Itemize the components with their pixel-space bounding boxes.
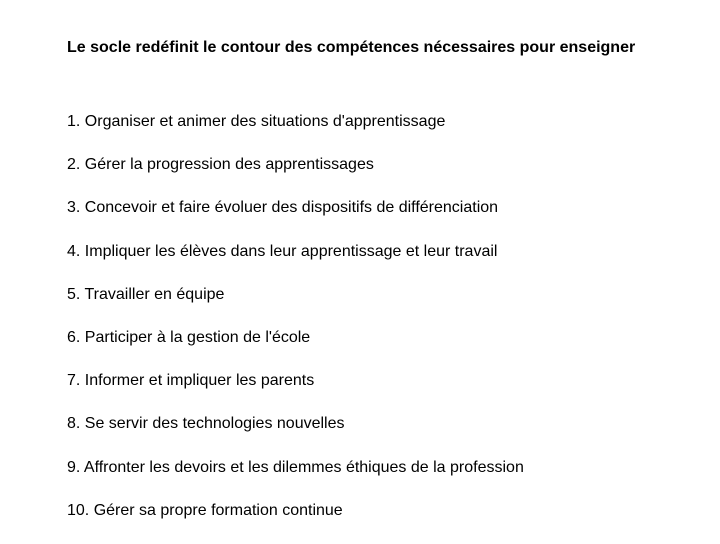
- competency-item-4: 4. Impliquer les élèves dans leur apprentissage et leur travail: [67, 242, 498, 260]
- competency-item-3: 3. Concevoir et faire évoluer des dispositifs de différenciation: [67, 199, 499, 217]
- competency-item-6: 6. Participer à la gestion de l'école: [67, 328, 311, 346]
- competency-list: [67, 112, 524, 544]
- competency-item-1: 1. Organiser et animer des situations d'apprentissage: [67, 113, 446, 130]
- competency-item-5: 5. Travailler en équipe: [67, 285, 225, 303]
- competency-item-9: 9. Affronter les devoirs et les dilemmes éthiques de la profession: [67, 458, 524, 476]
- competency-item-8: 8. Se servir des technologies nouvelles: [67, 415, 345, 433]
- slide-title: Le socle redéfinit le contour des compétences nécessaires pour enseigner: [67, 39, 636, 56]
- competency-item-10: 10. Gérer sa propre formation continue: [67, 501, 343, 519]
- competency-item-2: 2. Gérer la progression des apprentissages: [67, 156, 374, 174]
- competency-item-7: 7. Informer et impliquer les parents: [67, 372, 315, 390]
